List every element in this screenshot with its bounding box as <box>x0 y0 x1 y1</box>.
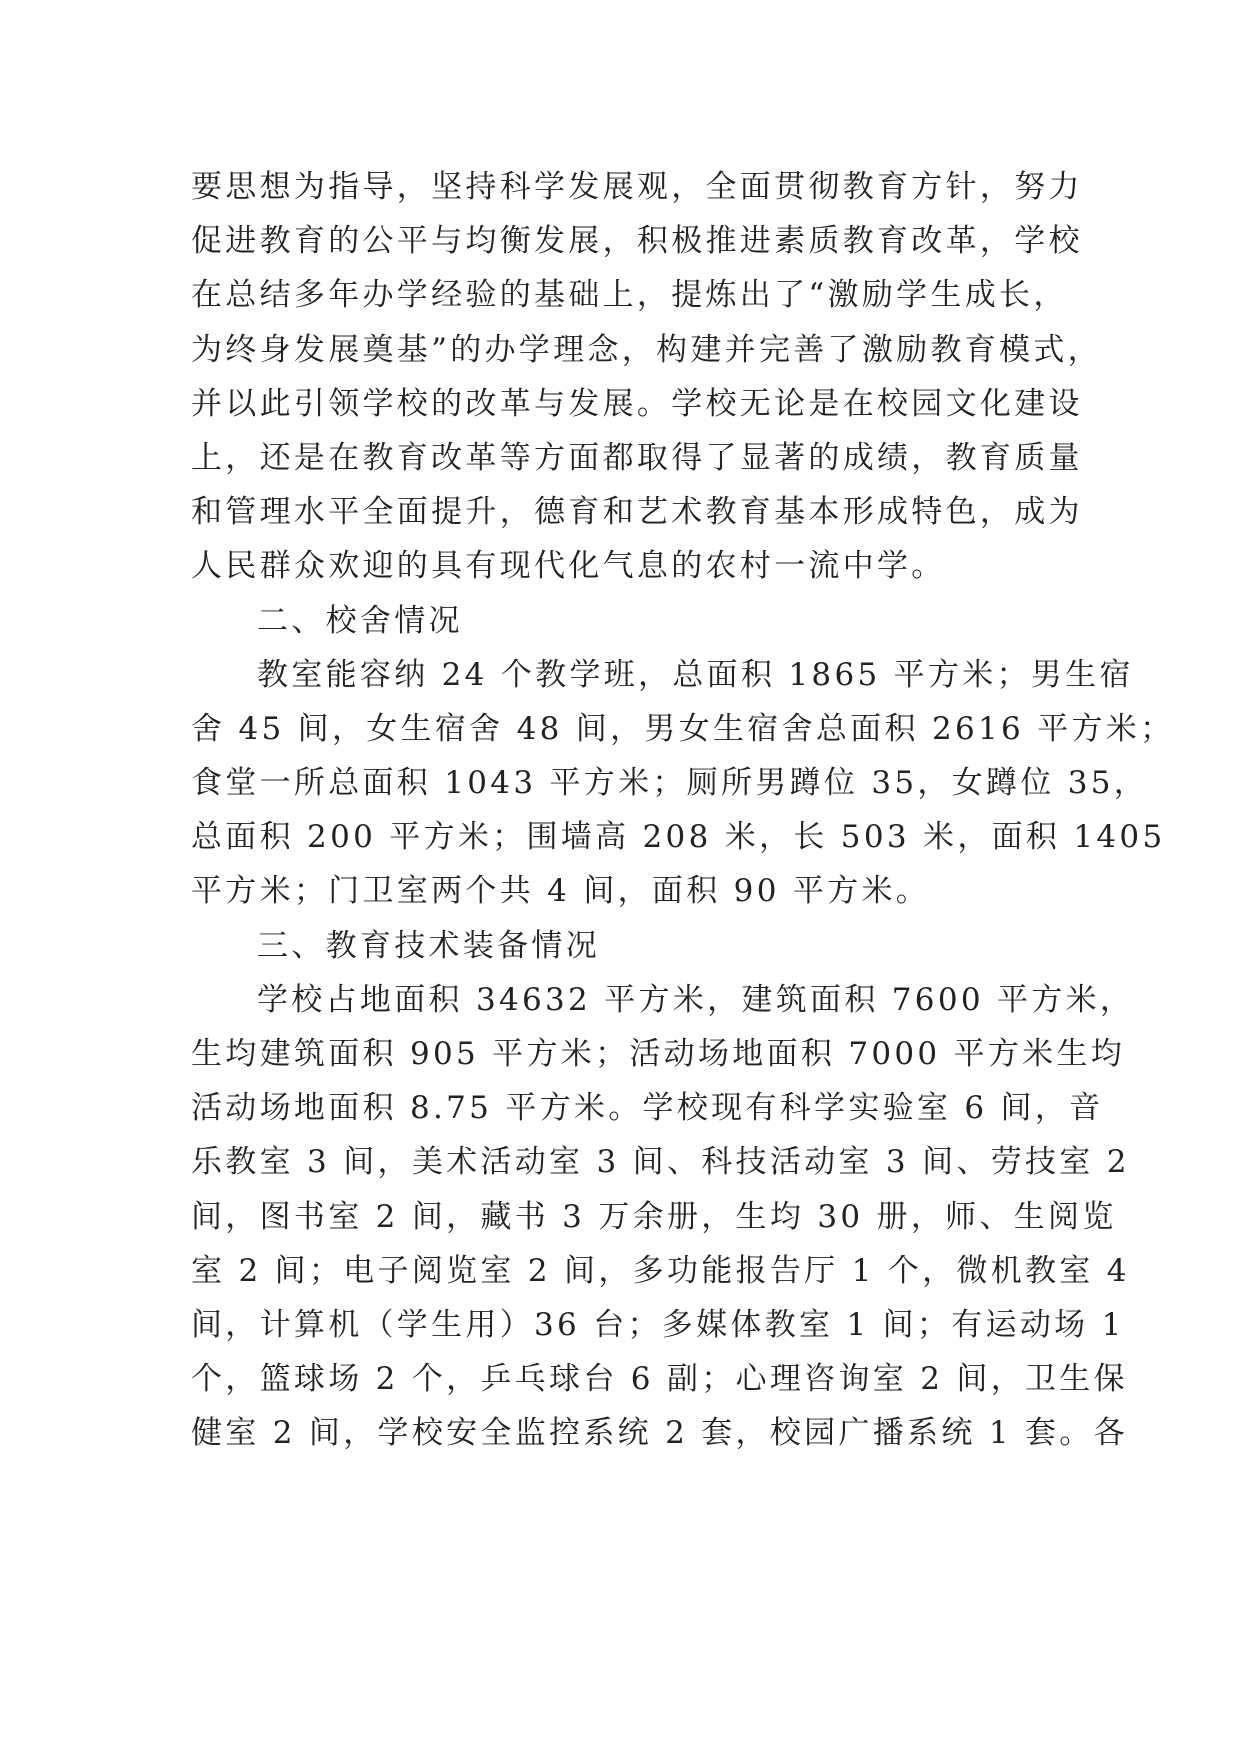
paragraph-first-line: 教室能容纳 24 个教学班，总面积 1865 平方米；男生宿 <box>257 656 1134 693</box>
text-line: 活动场地面积 8.75 平方米。学校现有科学实验室 6 间，音 <box>191 1090 1104 1127</box>
text-line: 舍 45 间，女生宿舍 48 间，男女生宿舍总面积 2616 平方米； <box>191 710 1175 747</box>
text-line: 人民群众欢迎的具有现代化气息的农村一流中学。 <box>191 548 946 585</box>
text-line: 个，篮球场 2 个，乒乓球台 6 副；心理咨询室 2 间，卫生保 <box>191 1361 1128 1398</box>
text-line: 在总结多年办学经验的基础上，提炼出了“激励学生成长， <box>191 277 1068 314</box>
text-line: 和管理水平全面提升，德育和艺术教育基本形成特色，成为 <box>191 494 1083 531</box>
document-body <box>191 160 1175 1461</box>
text-line: 间，图书室 2 间，藏书 3 万余册，生均 30 册，师、生阅览 <box>191 1198 1117 1235</box>
text-line: 平方米；门卫室两个共 4 间，面积 90 平方米。 <box>191 873 931 910</box>
text-line: 并以此引领学校的改革与发展。学校无论是在校园文化建设 <box>191 385 1083 422</box>
text-line: 健室 2 间，学校安全监控系统 2 套，校园广播系统 1 套。各 <box>191 1415 1128 1452</box>
text-line: 室 2 间；电子阅览室 2 间，多功能报告厅 1 个，微机教室 4 <box>191 1252 1130 1289</box>
text-line: 为终身发展奠基”的办学理念，构建并完善了激励教育模式， <box>191 331 1102 368</box>
text-line: 总面积 200 平方米；围墙高 208 米，长 503 米，面积 1405 <box>191 819 1166 856</box>
text-line: 食堂一所总面积 1043 平方米；厕所男蹲位 35，女蹲位 35， <box>191 765 1149 802</box>
paragraph-first-line: 学校占地面积 34632 平方米，建筑面积 7600 平方米， <box>257 981 1135 1018</box>
paragraph-first-line: 二、校舍情况 <box>257 602 463 639</box>
text-line: 生均建筑面积 905 平方米；活动场地面积 7000 平方米生均 <box>191 1036 1126 1072</box>
paragraph-first-line: 三、教育技术装备情况 <box>257 927 600 964</box>
text-line: 要思想为指导，坚持科学发展观，全面贯彻教育方针，努力 <box>191 169 1083 205</box>
text-line: 乐教室 3 间，美术活动室 3 间、科技活动室 3 间、劳技室 2 <box>191 1144 1130 1181</box>
text-line: 上，还是在教育改革等方面都取得了显著的成绩，教育质量 <box>191 439 1083 476</box>
text-line: 促进教育的公平与均衡发展，积极推进素质教育改革，学校 <box>191 223 1083 260</box>
text-line: 间，计算机（学生用）36 台；多媒体教室 1 间；有运动场 1 <box>191 1306 1125 1343</box>
